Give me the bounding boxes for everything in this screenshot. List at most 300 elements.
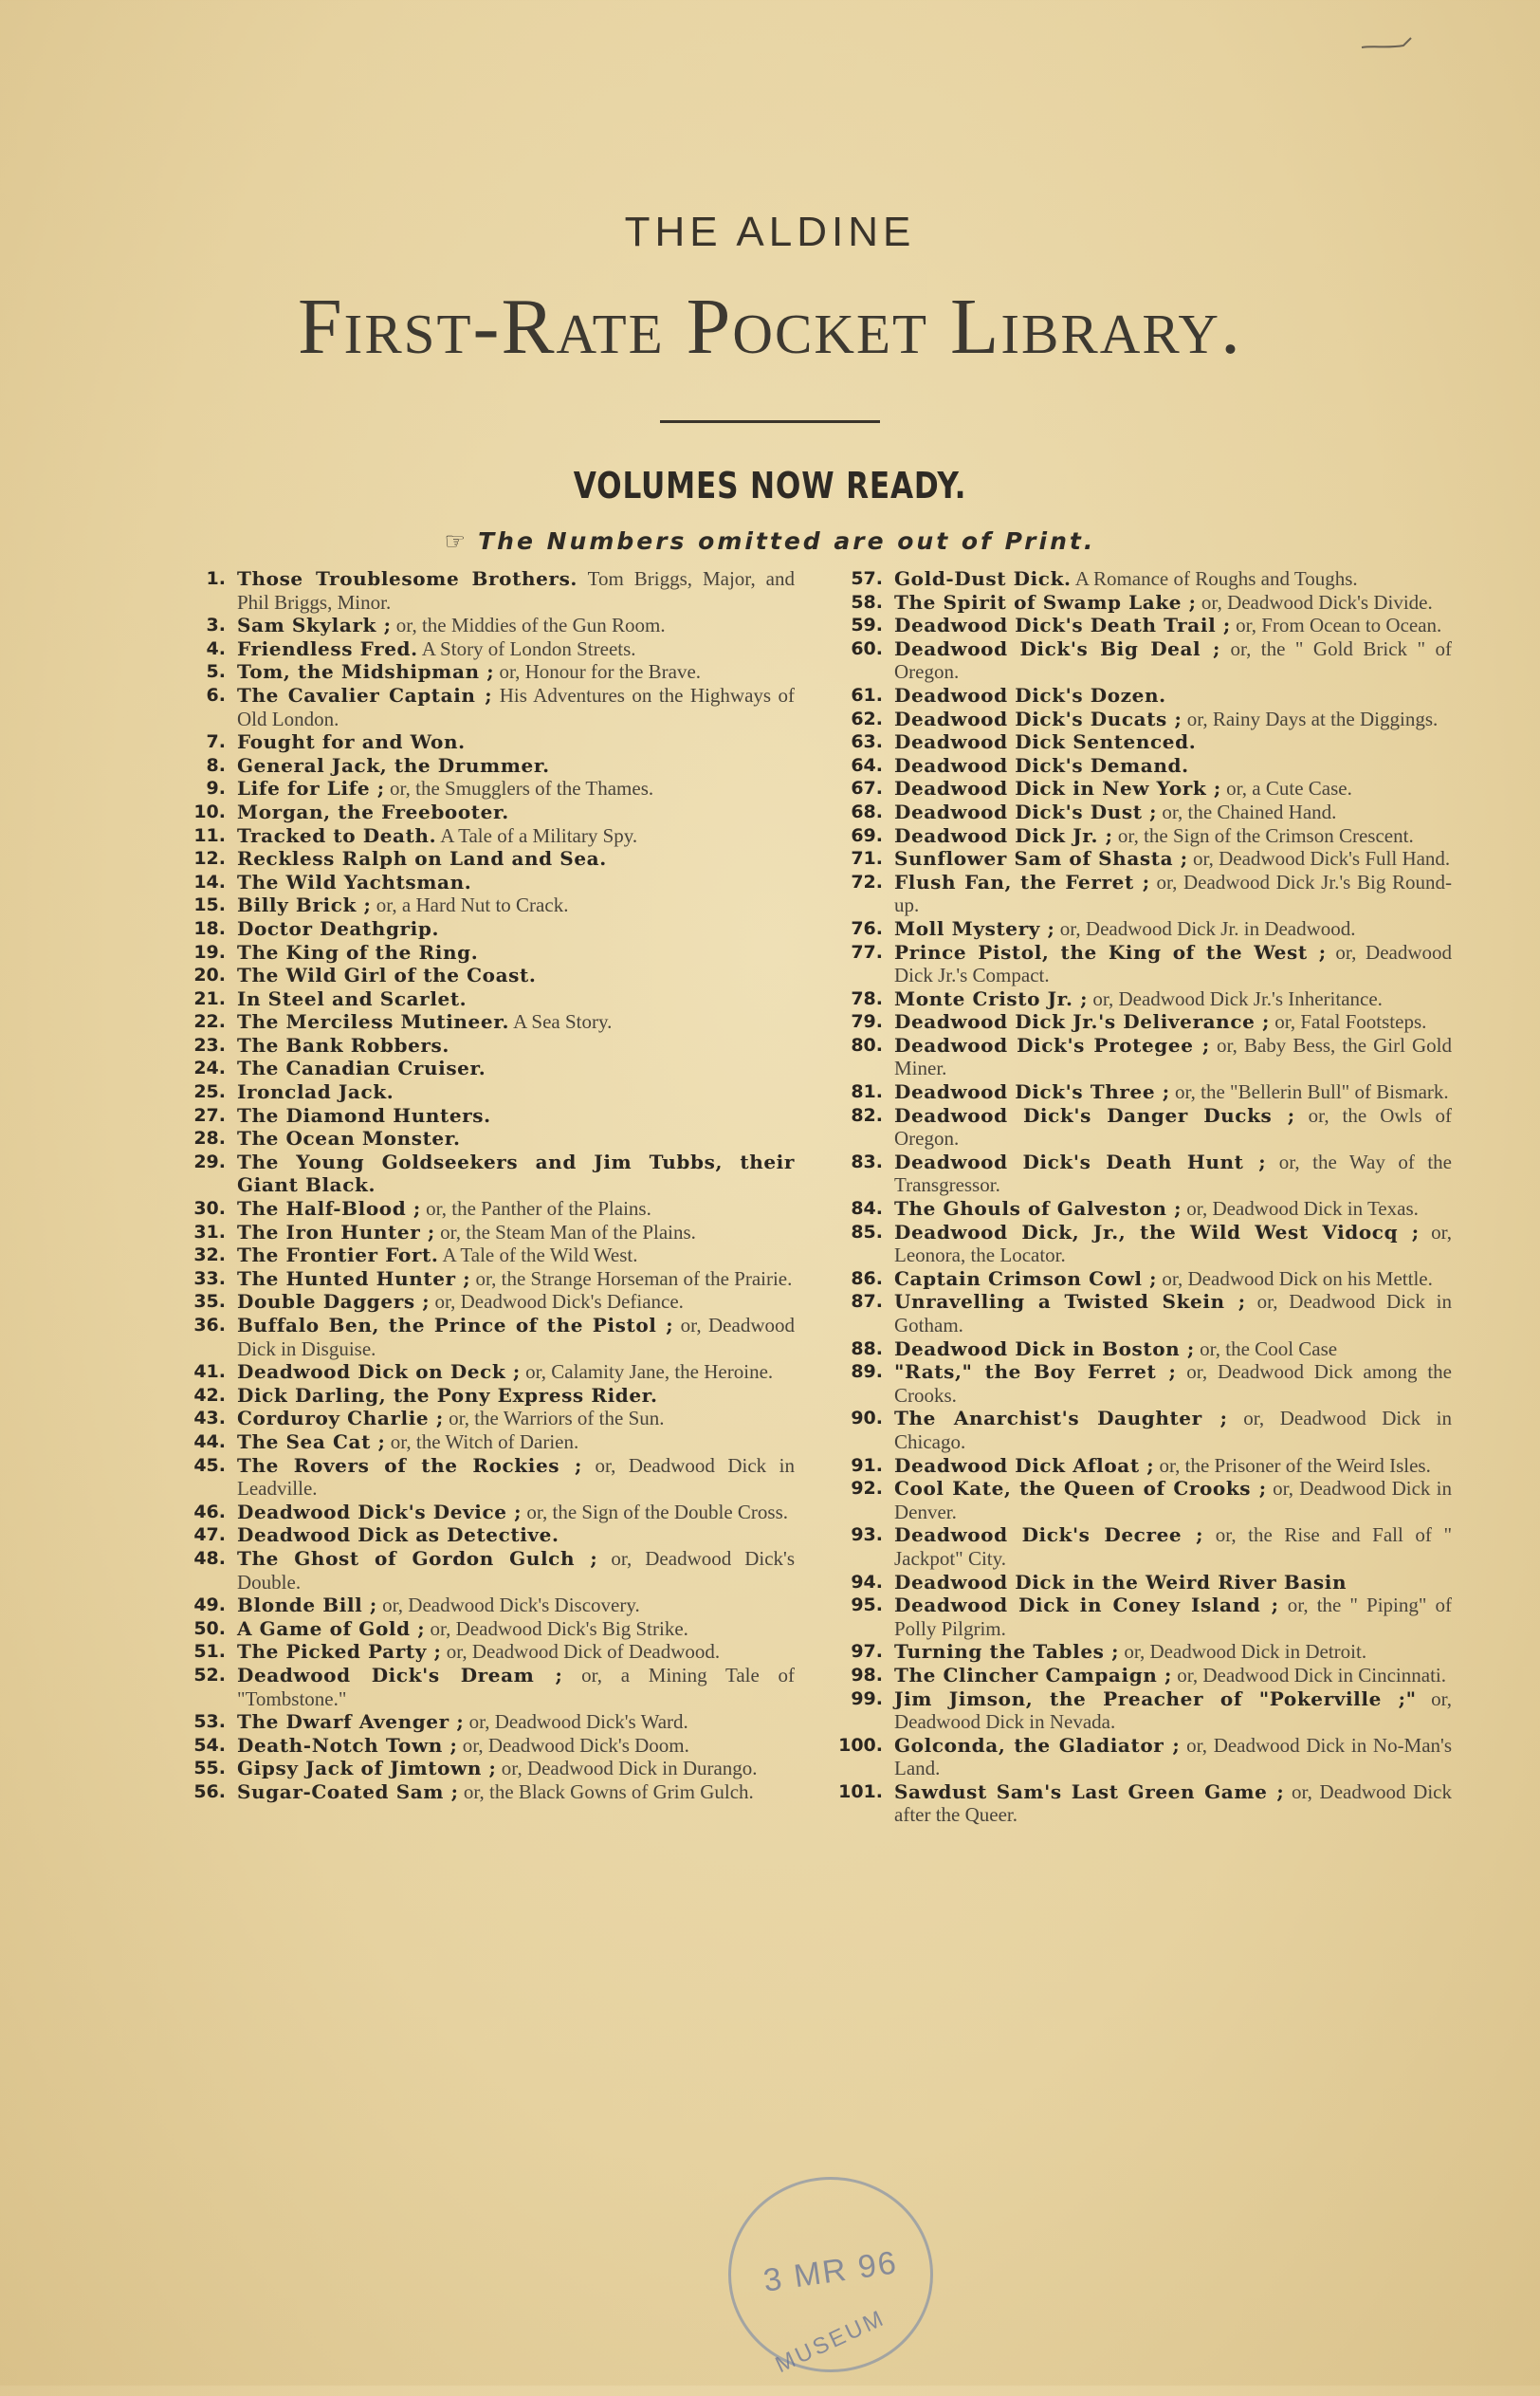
list-item xyxy=(171,1757,795,1780)
volume-subtitle: or, Deadwood Dick after the Queer. xyxy=(894,1779,1452,1827)
volume-number: 91. xyxy=(851,1454,883,1476)
volume-subtitle: or, the Sign of the Crimson Crescent. xyxy=(1117,823,1414,847)
volume-number: 5. xyxy=(206,661,226,683)
volume-entry-text xyxy=(237,730,795,754)
list-item xyxy=(171,801,795,824)
volume-number: 53. xyxy=(193,1711,226,1733)
volume-number: 4. xyxy=(206,637,226,659)
volume-title: Deadwood Dick's Dream ; xyxy=(237,1663,563,1686)
list-item xyxy=(171,1267,795,1291)
volume-number: 15. xyxy=(193,894,226,916)
volume-number: 81. xyxy=(851,1081,883,1103)
volume-subtitle: or, a Cute Case. xyxy=(1226,777,1352,801)
volume-subtitle: or, the Sign of the Double Cross. xyxy=(526,1500,789,1523)
museum-stamp xyxy=(728,2177,933,2379)
list-item xyxy=(171,1221,795,1244)
volume-subtitle: or, From Ocean to Ocean. xyxy=(1236,614,1442,637)
list-item xyxy=(171,754,795,778)
volume-subtitle: or, Deadwood Dick in Texas. xyxy=(1186,1197,1419,1221)
volume-subtitle: or, the Panther of the Plains. xyxy=(426,1197,651,1221)
volume-subtitle: or, Deadwood Dick's Discovery. xyxy=(382,1594,640,1617)
volume-subtitle: or, the Smugglers of the Thames. xyxy=(389,777,654,801)
volume-subtitle: or, the Steam Man of the Plains. xyxy=(440,1220,696,1244)
volume-number: 68. xyxy=(851,801,883,822)
volume-title: Prince Pistol, the King of the West ; xyxy=(894,940,1327,964)
volume-title: Those Troublesome Brothers. xyxy=(237,567,578,590)
volume-number: 76. xyxy=(851,917,883,939)
volume-subtitle: A Sea Story. xyxy=(513,1010,613,1034)
volume-number: 24. xyxy=(193,1058,226,1079)
volume-entry-text xyxy=(894,1664,1452,1687)
volume-title: The Picked Party ; xyxy=(237,1640,442,1664)
volume-number: 93. xyxy=(851,1524,883,1546)
volume-number: 85. xyxy=(851,1221,883,1243)
volume-number: 89. xyxy=(851,1361,883,1383)
volume-title: Deadwood Dick Sentenced. xyxy=(894,730,1197,754)
list-item xyxy=(171,1664,795,1710)
list-item xyxy=(171,1501,795,1524)
volume-subtitle: or, the Way of the Transgressor. xyxy=(894,1150,1453,1197)
volume-entry-text xyxy=(237,964,795,987)
volume-subtitle: or, Deadwood Dick in Cincinnati. xyxy=(1177,1663,1446,1686)
list-item xyxy=(171,1151,795,1197)
volume-subtitle: or, the Witch of Darien. xyxy=(390,1429,579,1453)
volume-title: Tracked to Death. xyxy=(237,823,437,847)
volume-entry-text xyxy=(237,637,795,661)
volume-title: Deadwood Dick's Dust ; xyxy=(894,800,1158,823)
volume-subtitle: or, Deadwood Dick in Denver. xyxy=(894,1477,1453,1523)
volume-number: 90. xyxy=(851,1408,883,1429)
volume-title: The Ghost of Gordon Gulch ; xyxy=(237,1546,598,1570)
volume-title: Sunflower Sam of Shasta ; xyxy=(894,847,1188,871)
volume-title: Flush Fan, the Ferret ; xyxy=(894,870,1150,894)
volume-entry-text xyxy=(894,1734,1452,1780)
volume-entry-text xyxy=(237,1617,795,1641)
list-item xyxy=(171,1430,795,1454)
volume-number: 6. xyxy=(206,684,226,706)
volume-title: Monte Cristo Jr. ; xyxy=(894,986,1089,1010)
volume-title: The Bank Robbers. xyxy=(237,1033,449,1057)
list-item xyxy=(828,871,1452,917)
volume-title: Doctor Deathgrip. xyxy=(237,916,440,940)
volume-subtitle: Tom Briggs, Major, and Phil Briggs, Minor. xyxy=(237,567,795,614)
volume-entry-text xyxy=(894,824,1452,848)
volume-entry-text xyxy=(237,801,795,824)
volume-number: 28. xyxy=(193,1128,226,1150)
volume-title: The Merciless Mutineer. xyxy=(237,1010,510,1034)
volume-entry-text xyxy=(894,1151,1452,1197)
volume-entry-text xyxy=(894,1454,1452,1478)
volume-subtitle: or, Deadwood Dick in Gotham. xyxy=(894,1290,1453,1336)
volume-number: 29. xyxy=(193,1151,226,1172)
volume-title: Morgan, the Freebooter. xyxy=(237,800,509,823)
volume-number: 67. xyxy=(851,778,883,800)
volume-number: 52. xyxy=(193,1664,226,1686)
list-item xyxy=(828,1664,1452,1687)
volume-title: Jim Jimson, the Preacher of "Pokerville ;" xyxy=(894,1686,1417,1710)
volume-number: 50. xyxy=(193,1617,226,1639)
volume-number: 36. xyxy=(193,1315,226,1336)
list-item xyxy=(828,567,1452,591)
volume-title: The Wild Yachtsman. xyxy=(237,870,472,894)
list-item xyxy=(171,1244,795,1267)
volume-title: The Half-Blood ; xyxy=(237,1197,421,1221)
volume-number: 86. xyxy=(851,1267,883,1289)
list-item xyxy=(171,1734,795,1758)
pencil-mark-icon xyxy=(1360,34,1413,55)
volume-subtitle: or, Rainy Days at the Diggings. xyxy=(1186,707,1439,730)
volume-title: The Young Goldseekers and Jim Tubbs, their Giant Black. xyxy=(237,1150,795,1197)
volume-number: 19. xyxy=(193,941,226,963)
volume-entry-text xyxy=(894,1360,1452,1407)
volume-number: 42. xyxy=(193,1384,226,1406)
volume-entry-text xyxy=(237,1501,795,1524)
volume-number: 7. xyxy=(206,731,226,753)
volume-number: 97. xyxy=(851,1641,883,1663)
volume-subtitle: or, the "Bellerin Bull" of Bismark. xyxy=(1174,1080,1449,1104)
volumes-heading: VOLUMES NOW READY. xyxy=(573,465,967,507)
volume-title: Friendless Fred. xyxy=(237,636,418,660)
volume-number: 57. xyxy=(851,568,883,589)
volume-subtitle: or, Fatal Footsteps. xyxy=(1274,1010,1427,1034)
volume-number: 33. xyxy=(193,1267,226,1289)
list-item xyxy=(828,824,1452,848)
volume-title: The Rovers of the Rockies ; xyxy=(237,1453,582,1477)
volume-title: Buffalo Ben, the Prince of the Pistol ; xyxy=(237,1314,674,1336)
list-item xyxy=(171,1057,795,1080)
volume-entry-text xyxy=(894,591,1452,615)
volume-number: 63. xyxy=(851,731,883,753)
list-item xyxy=(171,1594,795,1617)
volume-title: Deadwood Dick's Death Trail ; xyxy=(894,614,1231,637)
volume-title: Tom, the Midshipman ; xyxy=(237,660,495,684)
volume-entry-text xyxy=(894,777,1452,801)
volume-number: 77. xyxy=(851,941,883,963)
volume-title: Sawdust Sam's Last Green Game ; xyxy=(894,1779,1285,1803)
volume-entry-text xyxy=(237,1430,795,1454)
stamp-date: 3 MR 96 xyxy=(761,2244,901,2299)
volume-entry-text xyxy=(894,567,1452,591)
volume-entry-text xyxy=(237,871,795,894)
title-divider xyxy=(660,420,880,423)
list-item xyxy=(171,1547,795,1594)
volume-number: 48. xyxy=(193,1547,226,1569)
volume-title: The King of the Ring. xyxy=(237,940,479,964)
volume-title: "Rats," the Boy Ferret ; xyxy=(894,1360,1177,1384)
volume-list xyxy=(171,567,1453,2256)
volume-entry-text xyxy=(237,1104,795,1128)
list-item xyxy=(171,1360,795,1384)
volume-title: Deadwood Dick's Big Deal ; xyxy=(894,636,1220,660)
volume-subtitle: or, Deadwood Dick of Deadwood. xyxy=(446,1640,721,1664)
volume-subtitle: or, the Chained Hand. xyxy=(1162,800,1337,823)
list-item xyxy=(171,871,795,894)
volume-entry-text xyxy=(237,917,795,941)
volume-title: The Iron Hunter ; xyxy=(237,1220,435,1244)
volume-subtitle: or, the Rise and Fall of " Jackpot" City. xyxy=(894,1523,1453,1570)
volume-title: Double Daggers ; xyxy=(237,1290,431,1314)
volume-subtitle: or, Deadwood Dick Jr.'s Inheritance. xyxy=(1092,986,1383,1010)
volume-title: General Jack, the Drummer. xyxy=(237,753,550,777)
volume-entry-text xyxy=(894,730,1452,754)
volume-number: 98. xyxy=(851,1664,883,1686)
volume-title: Sugar-Coated Sam ; xyxy=(237,1779,459,1803)
list-item xyxy=(171,917,795,941)
list-item xyxy=(171,1617,795,1641)
volume-entry-text xyxy=(237,1407,795,1430)
volume-entry-text xyxy=(237,1664,795,1710)
volume-entry-text xyxy=(237,1547,795,1594)
volume-title: Deadwood Dick's Decree ; xyxy=(894,1523,1204,1547)
right-column xyxy=(828,567,1452,1827)
volume-title: Captain Crimson Cowl ; xyxy=(894,1266,1158,1290)
volume-entry-text xyxy=(894,847,1452,871)
volume-subtitle: or, Deadwood Dick's Divide. xyxy=(1201,590,1433,614)
volume-subtitle: or, a Mining Tale of "Tombstone." xyxy=(237,1663,796,1710)
list-item xyxy=(828,1290,1452,1336)
volume-subtitle: or, Deadwood Dick's Ward. xyxy=(468,1710,688,1734)
volume-subtitle: or, Deadwood Dick on his Mettle. xyxy=(1162,1266,1433,1290)
volume-entry-text xyxy=(237,1314,795,1360)
list-item xyxy=(171,1384,795,1408)
list-item xyxy=(828,591,1452,615)
list-item xyxy=(171,1080,795,1104)
volume-subtitle: or, a Hard Nut to Crack. xyxy=(376,894,569,917)
list-item xyxy=(828,1151,1452,1197)
volume-entry-text xyxy=(237,1010,795,1034)
volume-subtitle: or, Deadwood Dick Jr.'s Compact. xyxy=(894,940,1453,987)
volume-entry-text xyxy=(894,1197,1452,1221)
list-item xyxy=(828,1407,1452,1453)
volume-subtitle: or, Deadwood Dick's Doom. xyxy=(462,1733,689,1757)
volume-entry-text xyxy=(237,1057,795,1080)
volume-number: 61. xyxy=(851,684,883,706)
list-item xyxy=(171,824,795,848)
volume-subtitle: or, Deadwood Dick among the Crooks. xyxy=(894,1360,1453,1407)
volume-number: 18. xyxy=(193,917,226,939)
volume-title: Deadwood Dick's Dozen. xyxy=(894,683,1166,707)
list-item xyxy=(171,1523,795,1547)
volume-number: 64. xyxy=(851,754,883,776)
volume-title: In Steel and Scarlet. xyxy=(237,986,468,1010)
volume-entry-text xyxy=(894,1337,1452,1361)
volume-title: Deadwood Dick on Deck ; xyxy=(237,1360,521,1384)
volume-subtitle: or, Leonora, the Locator. xyxy=(894,1220,1452,1267)
volume-entry-text xyxy=(237,1267,795,1291)
volume-entry-text xyxy=(237,941,795,965)
volume-number: 45. xyxy=(193,1454,226,1476)
volume-number: 87. xyxy=(851,1291,883,1313)
volume-entry-text xyxy=(237,1734,795,1758)
list-item xyxy=(828,1687,1452,1734)
volume-number: 83. xyxy=(851,1151,883,1172)
volume-title: Deadwood Dick, Jr., the Wild West Vidocq ; xyxy=(894,1220,1420,1244)
volume-entry-text xyxy=(237,1523,795,1547)
volume-title: Deadwood Dick's Ducats ; xyxy=(894,707,1182,730)
list-item xyxy=(828,614,1452,637)
volume-subtitle: or, Deadwood Dick in Leadville. xyxy=(237,1453,796,1501)
volume-entry-text xyxy=(237,1640,795,1664)
volume-entry-text xyxy=(237,567,795,614)
volume-number: 69. xyxy=(851,824,883,846)
volume-number: 14. xyxy=(193,871,226,893)
volume-title: The Ghouls of Galveston ; xyxy=(894,1197,1182,1221)
volume-title: Deadwood Dick in Boston ; xyxy=(894,1336,1195,1360)
volume-subtitle: or, Calamity Jane, the Heroine. xyxy=(525,1360,774,1384)
volume-number: 88. xyxy=(851,1337,883,1359)
volume-title: The Frontier Fort. xyxy=(237,1244,439,1267)
volume-entry-text xyxy=(894,1221,1452,1267)
list-item xyxy=(171,1710,795,1734)
list-item xyxy=(828,1104,1452,1151)
list-item xyxy=(171,777,795,801)
volume-number: 44. xyxy=(193,1430,226,1452)
volume-subtitle: or, Deadwood Dick in Nevada. xyxy=(894,1686,1452,1734)
list-item xyxy=(828,1640,1452,1664)
volume-title: The Dwarf Avenger ; xyxy=(237,1710,465,1734)
volume-entry-text xyxy=(894,801,1452,824)
volume-subtitle: or, Baby Bess, the Girl Gold Miner. xyxy=(894,1033,1453,1080)
volume-number: 23. xyxy=(193,1034,226,1056)
list-item xyxy=(171,1034,795,1058)
list-item xyxy=(828,1034,1452,1080)
volume-entry-text xyxy=(237,1080,795,1104)
volume-subtitle: or, Deadwood Dick Jr. in Deadwood. xyxy=(1059,916,1356,940)
volume-subtitle: or, Deadwood Dick in Chicago. xyxy=(894,1407,1453,1453)
list-item xyxy=(171,1197,795,1221)
volume-title: Deadwood Dick's Danger Ducks ; xyxy=(894,1103,1295,1127)
volume-number: 99. xyxy=(851,1687,883,1709)
volume-title: Deadwood Dick as Detective. xyxy=(237,1523,559,1547)
volume-number: 35. xyxy=(193,1291,226,1313)
list-item xyxy=(828,1080,1452,1104)
list-item xyxy=(828,708,1452,731)
volume-title: The Anarchist's Daughter ; xyxy=(894,1407,1228,1430)
list-item xyxy=(171,987,795,1011)
volume-title: The Ocean Monster. xyxy=(237,1127,461,1151)
volume-entry-text xyxy=(894,1407,1452,1453)
list-item xyxy=(828,1734,1452,1780)
volume-subtitle: or, Deadwood Dick Jr.'s Big Round-up. xyxy=(894,870,1453,917)
volume-entry-text xyxy=(894,614,1452,637)
volume-entry-text xyxy=(237,1197,795,1221)
publisher-imprint: THE ALDINE xyxy=(624,209,916,255)
volume-subtitle: or, Deadwood Dick's Full Hand. xyxy=(1192,847,1451,871)
list-item xyxy=(171,1454,795,1501)
list-item xyxy=(171,730,795,754)
volume-number: 100. xyxy=(838,1734,883,1756)
volume-number: 21. xyxy=(193,987,226,1009)
list-item xyxy=(171,1010,795,1034)
list-item xyxy=(171,684,795,730)
volume-title: The Clincher Campaign ; xyxy=(894,1663,1172,1686)
volume-entry-text xyxy=(894,1290,1452,1336)
list-item xyxy=(828,987,1452,1011)
volume-entry-text xyxy=(894,754,1452,778)
list-item xyxy=(828,1571,1452,1594)
volume-title: Reckless Ralph on Land and Sea. xyxy=(237,847,607,871)
list-item xyxy=(828,1594,1452,1640)
volume-entry-text xyxy=(237,1710,795,1734)
list-item xyxy=(828,1523,1452,1570)
volume-number: 43. xyxy=(193,1408,226,1429)
volume-number: 30. xyxy=(193,1198,226,1220)
list-item xyxy=(171,1640,795,1664)
volume-number: 8. xyxy=(206,754,226,776)
volume-entry-text xyxy=(237,987,795,1011)
volume-number: 80. xyxy=(851,1034,883,1056)
volume-title: The Spirit of Swamp Lake ; xyxy=(894,590,1197,614)
volume-number: 32. xyxy=(193,1244,226,1266)
volume-number: 49. xyxy=(193,1594,226,1616)
pointing-hand-icon: ☞ xyxy=(444,527,469,555)
series-title: First-Rate Pocket Library. xyxy=(297,283,1243,371)
volume-entry-text xyxy=(237,847,795,871)
volume-title: Golconda, the Gladiator ; xyxy=(894,1733,1181,1757)
volume-subtitle: or, Deadwood Dick in Disguise. xyxy=(237,1314,795,1360)
list-item xyxy=(828,941,1452,987)
out-of-print-notice xyxy=(0,525,1540,558)
volume-number: 47. xyxy=(193,1524,226,1546)
volume-subtitle: A Story of London Streets. xyxy=(421,636,636,660)
volume-number: 92. xyxy=(851,1478,883,1500)
volume-title: Corduroy Charlie ; xyxy=(237,1407,444,1430)
volume-title: The Hunted Hunter ; xyxy=(237,1266,471,1290)
list-item xyxy=(828,777,1452,801)
volume-title: Death-Notch Town ; xyxy=(237,1733,458,1757)
volume-subtitle: or, Deadwood Dick's Double. xyxy=(237,1546,795,1594)
volume-title: Gipsy Jack of Jimtown ; xyxy=(237,1757,497,1780)
volume-entry-text xyxy=(237,1360,795,1384)
volume-number: 9. xyxy=(206,778,226,800)
volume-number: 46. xyxy=(193,1501,226,1522)
volume-entry-text xyxy=(894,941,1452,987)
volume-number: 71. xyxy=(851,848,883,870)
volume-entry-text xyxy=(894,1687,1452,1734)
volume-number: 95. xyxy=(851,1594,883,1616)
list-item xyxy=(828,1360,1452,1407)
volume-entry-text xyxy=(894,1080,1452,1104)
volume-number: 41. xyxy=(193,1361,226,1383)
list-item xyxy=(171,567,795,614)
volume-subtitle: or, the " Gold Brick " of Oregon. xyxy=(894,636,1452,684)
volume-entry-text xyxy=(894,1594,1452,1640)
volume-entry-text xyxy=(894,1780,1452,1827)
volume-number: 27. xyxy=(193,1104,226,1126)
volume-subtitle: A Romance of Roughs and Toughs. xyxy=(1074,567,1358,590)
volume-entry-text xyxy=(237,1454,795,1501)
volume-number: 79. xyxy=(851,1011,883,1033)
volume-title: The Canadian Cruiser. xyxy=(237,1057,486,1080)
volume-title: Deadwood Dick Afloat ; xyxy=(894,1453,1155,1477)
volume-number: 3. xyxy=(206,615,226,636)
volume-entry-text xyxy=(237,1290,795,1314)
volume-number: 82. xyxy=(851,1104,883,1126)
volume-number: 20. xyxy=(193,965,226,986)
volume-subtitle: or, Deadwood Dick in Detroit. xyxy=(1124,1640,1367,1664)
volume-entry-text xyxy=(237,824,795,848)
volume-title: Deadwood Dick's Death Hunt ; xyxy=(894,1150,1267,1173)
volume-title: Deadwood Dick's Protegee ; xyxy=(894,1033,1210,1057)
volume-subtitle: or, the Strange Horseman of the Prairie. xyxy=(475,1266,793,1290)
notice-text: The Numbers omitted are out of Print. xyxy=(478,527,1096,555)
volume-title: Dick Darling, the Pony Express Rider. xyxy=(237,1383,658,1407)
volume-subtitle: or, Deadwood Dick's Defiance. xyxy=(434,1290,684,1314)
volume-subtitle: or, the Cool Case xyxy=(1200,1336,1338,1360)
volume-entry-text xyxy=(237,894,795,917)
volume-number: 56. xyxy=(193,1780,226,1802)
volume-title: The Diamond Hunters. xyxy=(237,1103,491,1127)
